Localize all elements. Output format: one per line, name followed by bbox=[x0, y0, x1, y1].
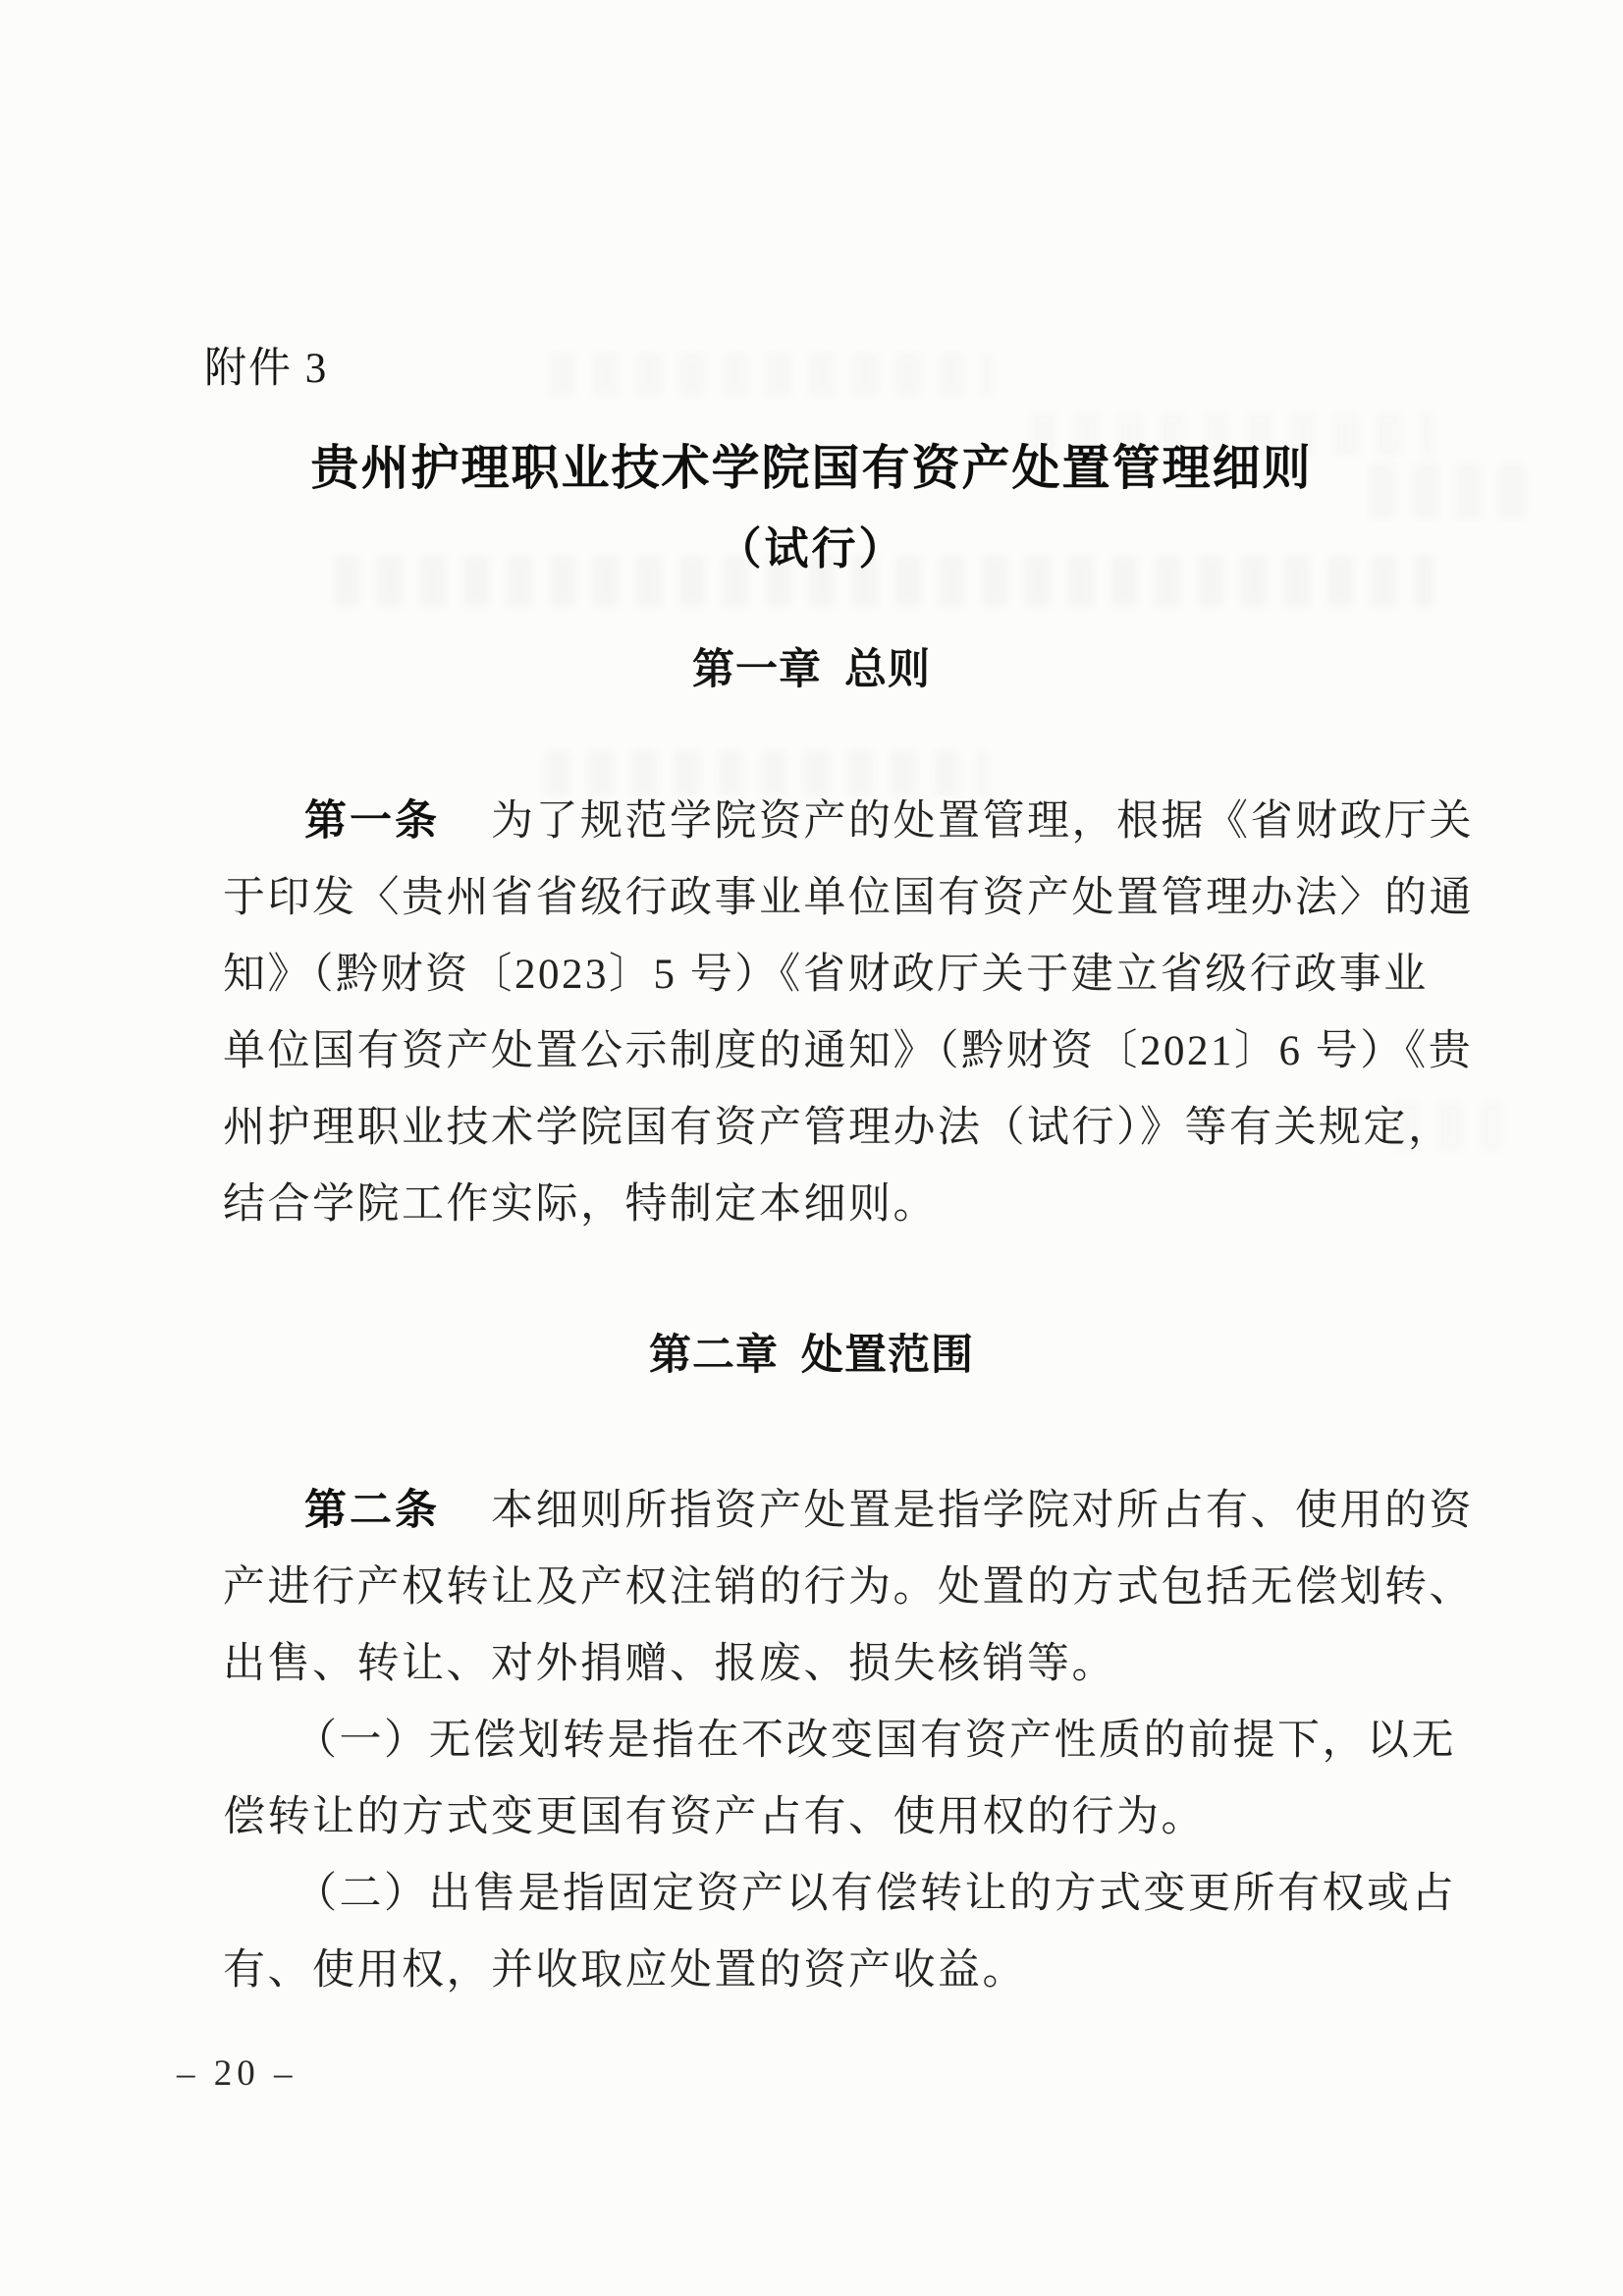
article1-line: 单位国有资产处置公示制度的通知》（黔财资〔2021〕6 号）《贵 bbox=[223, 1028, 1474, 1074]
scan-bleed-artifact bbox=[545, 750, 987, 795]
article2-item1-line: （一）无偿划转是指在不改变国有资产性质的前提下，以无 bbox=[295, 1718, 1456, 1764]
article2-line: 产进行产权转让及产权注销的行为。处置的方式包括无偿划转、 bbox=[223, 1564, 1474, 1611]
article1-first-text: 为了规范学院资产的处置管理，根据《省财政厅关 bbox=[491, 798, 1474, 845]
article1-line: 结合学院工作实际，特制定本细则。 bbox=[223, 1181, 938, 1228]
scan-bleed-artifact bbox=[550, 354, 992, 397]
article1-line: 州护理职业技术学院国有资产管理办法（试行）》等有关规定， bbox=[223, 1105, 1453, 1151]
chapter1-heading: 第一章 总则 bbox=[692, 646, 931, 693]
chapter2-heading: 第二章 处置范围 bbox=[649, 1332, 974, 1379]
article1-line: 于印发〈贵州省省级行政事业单位国有资产处置管理办法〉的通 bbox=[223, 875, 1474, 921]
article1-line: 知》（黔财资〔2023〕5 号）《省财政厅关于建立省级行政事业 bbox=[223, 952, 1429, 998]
article2-label: 第二条 bbox=[304, 1487, 440, 1534]
attachment-label: 附件 3 bbox=[204, 346, 329, 392]
article2-first-text: 本细则所指资产处置是指学院对所占有、使用的资 bbox=[491, 1488, 1474, 1534]
article1-line bbox=[304, 795, 1474, 848]
page-number: – 20 – bbox=[177, 2053, 298, 2094]
document-subtitle: （试行） bbox=[717, 524, 906, 574]
article1-label: 第一条 bbox=[304, 797, 440, 845]
article2-item2-line: 有、使用权，并收取应处置的资产收益。 bbox=[223, 1947, 1027, 1994]
article2-line: 出售、转让、对外捐赠、报废、损失核销等。 bbox=[223, 1641, 1116, 1687]
article2-item1-line: 偿转让的方式变更国有资产占有、使用权的行为。 bbox=[223, 1794, 1206, 1840]
document-title: 贵州护理职业技术学院国有资产处置管理细则 bbox=[310, 441, 1313, 495]
article2-line bbox=[304, 1485, 1474, 1538]
article2-item2-line: （二）出售是指固定资产以有偿转让的方式变更所有权或占 bbox=[295, 1871, 1456, 1917]
